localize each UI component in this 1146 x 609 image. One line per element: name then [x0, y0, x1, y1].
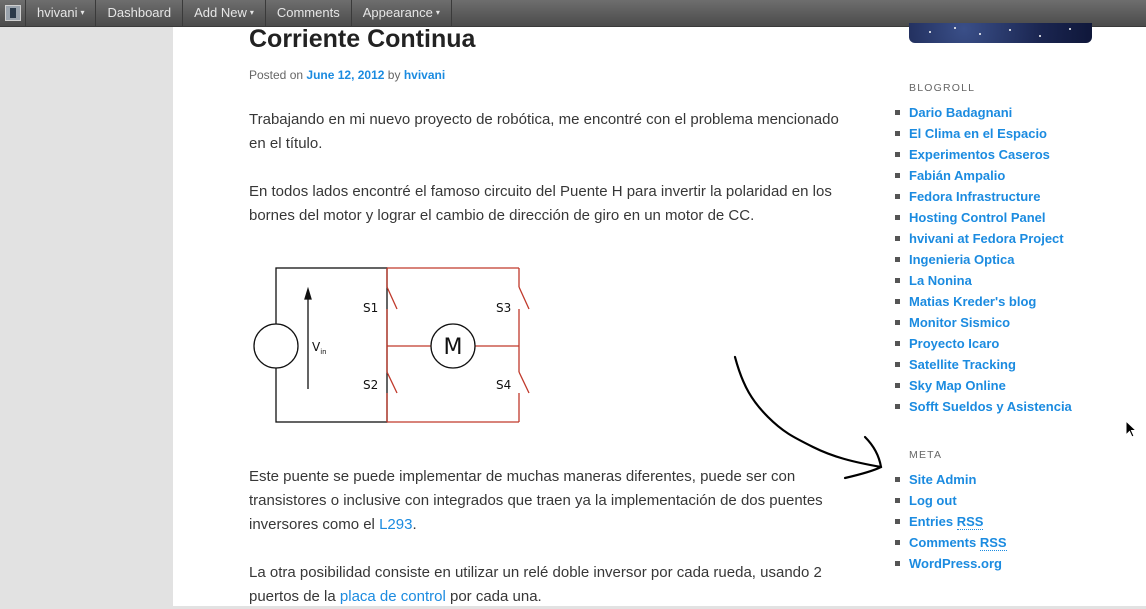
- page: [173, 27, 1146, 606]
- switch-s4: [519, 372, 529, 393]
- switch-s2: [387, 372, 397, 393]
- blogroll-link[interactable]: Hosting Control Panel: [909, 207, 1072, 228]
- post-date-link[interactable]: June 12, 2012: [306, 68, 385, 82]
- meta-list: [909, 469, 1007, 574]
- caret-down-icon: ▾: [80, 8, 85, 17]
- arrow-head-icon: [305, 289, 311, 299]
- blogroll-link[interactable]: Monitor Sismico: [909, 312, 1072, 333]
- s1-label: S1: [363, 301, 379, 315]
- paragraph-2: En todos lados encontré el famoso circuito del Puente H para invertir la polaridad en los bornes del motor y lograr el cambio de dirección de giro en un motor de CC.: [249, 183, 832, 224]
- entries-rss-link[interactable]: Entries RSS: [909, 511, 1007, 532]
- blogroll-link[interactable]: Dario Badagnani: [909, 102, 1072, 123]
- site-admin-link[interactable]: Site Admin: [909, 469, 1007, 490]
- voltage-source-icon: [254, 324, 298, 368]
- post-meta: [249, 68, 445, 82]
- admin-bar-comments[interactable]: Comments: [266, 0, 352, 26]
- post-title[interactable]: Corriente Continua: [249, 25, 476, 53]
- post-author-link[interactable]: hvivani: [403, 68, 446, 82]
- blogroll-link[interactable]: La Nonina: [909, 270, 1072, 291]
- blogroll-list: [909, 102, 1072, 417]
- paragraph-3: Este puente se puede implementar de muchas maneras diferentes, puede ser con transistores o inclusive con integrados que traen ya la implementación de dos puentes inversores como el L293.: [249, 468, 823, 533]
- caret-down-icon: ▾: [249, 8, 254, 17]
- switch-s1: [387, 287, 397, 309]
- blogroll-link[interactable]: Satellite Tracking: [909, 354, 1072, 375]
- hand-drawn-arrow: [723, 347, 893, 487]
- blogroll-link[interactable]: Ingenieria Optica: [909, 249, 1072, 270]
- wordpress-org-link[interactable]: WordPress.org: [909, 553, 1007, 574]
- by-label: by: [387, 68, 401, 82]
- mouse-cursor-icon: [1125, 420, 1139, 440]
- paragraph-1: Trabajando en mi nuevo proyecto de robótica, me encontré con el problema mencionado en el título.: [249, 111, 839, 152]
- wordpress-logo-icon[interactable]: [0, 0, 26, 26]
- h-bridge-diagram: [249, 259, 539, 429]
- admin-bar-user[interactable]: hvivani ▾: [26, 0, 96, 26]
- placa-de-control-link[interactable]: placa de control: [339, 588, 446, 605]
- blogroll-title: BLOGROLL: [909, 82, 976, 94]
- s3-label: S3: [496, 301, 512, 315]
- s4-label: S4: [496, 378, 512, 392]
- log-out-link[interactable]: Log out: [909, 490, 1007, 511]
- admin-bar-add-new[interactable]: Add New ▾: [183, 0, 266, 26]
- vin-label: $V_{in}$: [312, 340, 327, 356]
- blogroll-link[interactable]: Fedora Infrastructure: [909, 186, 1072, 207]
- motor-label: M: [443, 335, 463, 360]
- paragraph-4: La otra posibilidad consiste en utilizar un relé doble inversor por cada rueda, usando 2 puertos de la placa de control por cada una.: [249, 564, 822, 605]
- blogroll-link[interactable]: El Clima en el Espacio: [909, 123, 1072, 144]
- comments-rss-link[interactable]: Comments RSS: [909, 532, 1007, 553]
- meta-title: META: [909, 449, 943, 461]
- admin-bar-appearance[interactable]: Appearance ▾: [352, 0, 452, 26]
- blogroll-link[interactable]: Matias Kreder's blog: [909, 291, 1072, 312]
- l293-link[interactable]: L293: [379, 516, 413, 533]
- blogroll-link[interactable]: hvivani at Fedora Project: [909, 228, 1072, 249]
- blogroll-link[interactable]: Proyecto Icaro: [909, 333, 1072, 354]
- blogroll-link[interactable]: Sky Map Online: [909, 375, 1072, 396]
- switch-s3: [519, 287, 529, 309]
- caret-down-icon: ▾: [435, 8, 440, 17]
- blogroll-link[interactable]: Sofft Sueldos y Asistencia: [909, 396, 1072, 417]
- s2-label: S2: [363, 378, 379, 392]
- header-image: [909, 23, 1092, 43]
- blogroll-link[interactable]: Fabián Ampalio: [909, 165, 1072, 186]
- posted-on-label: Posted on: [249, 68, 304, 82]
- blogroll-link[interactable]: Experimentos Caseros: [909, 144, 1072, 165]
- admin-bar-dashboard[interactable]: Dashboard: [96, 0, 183, 26]
